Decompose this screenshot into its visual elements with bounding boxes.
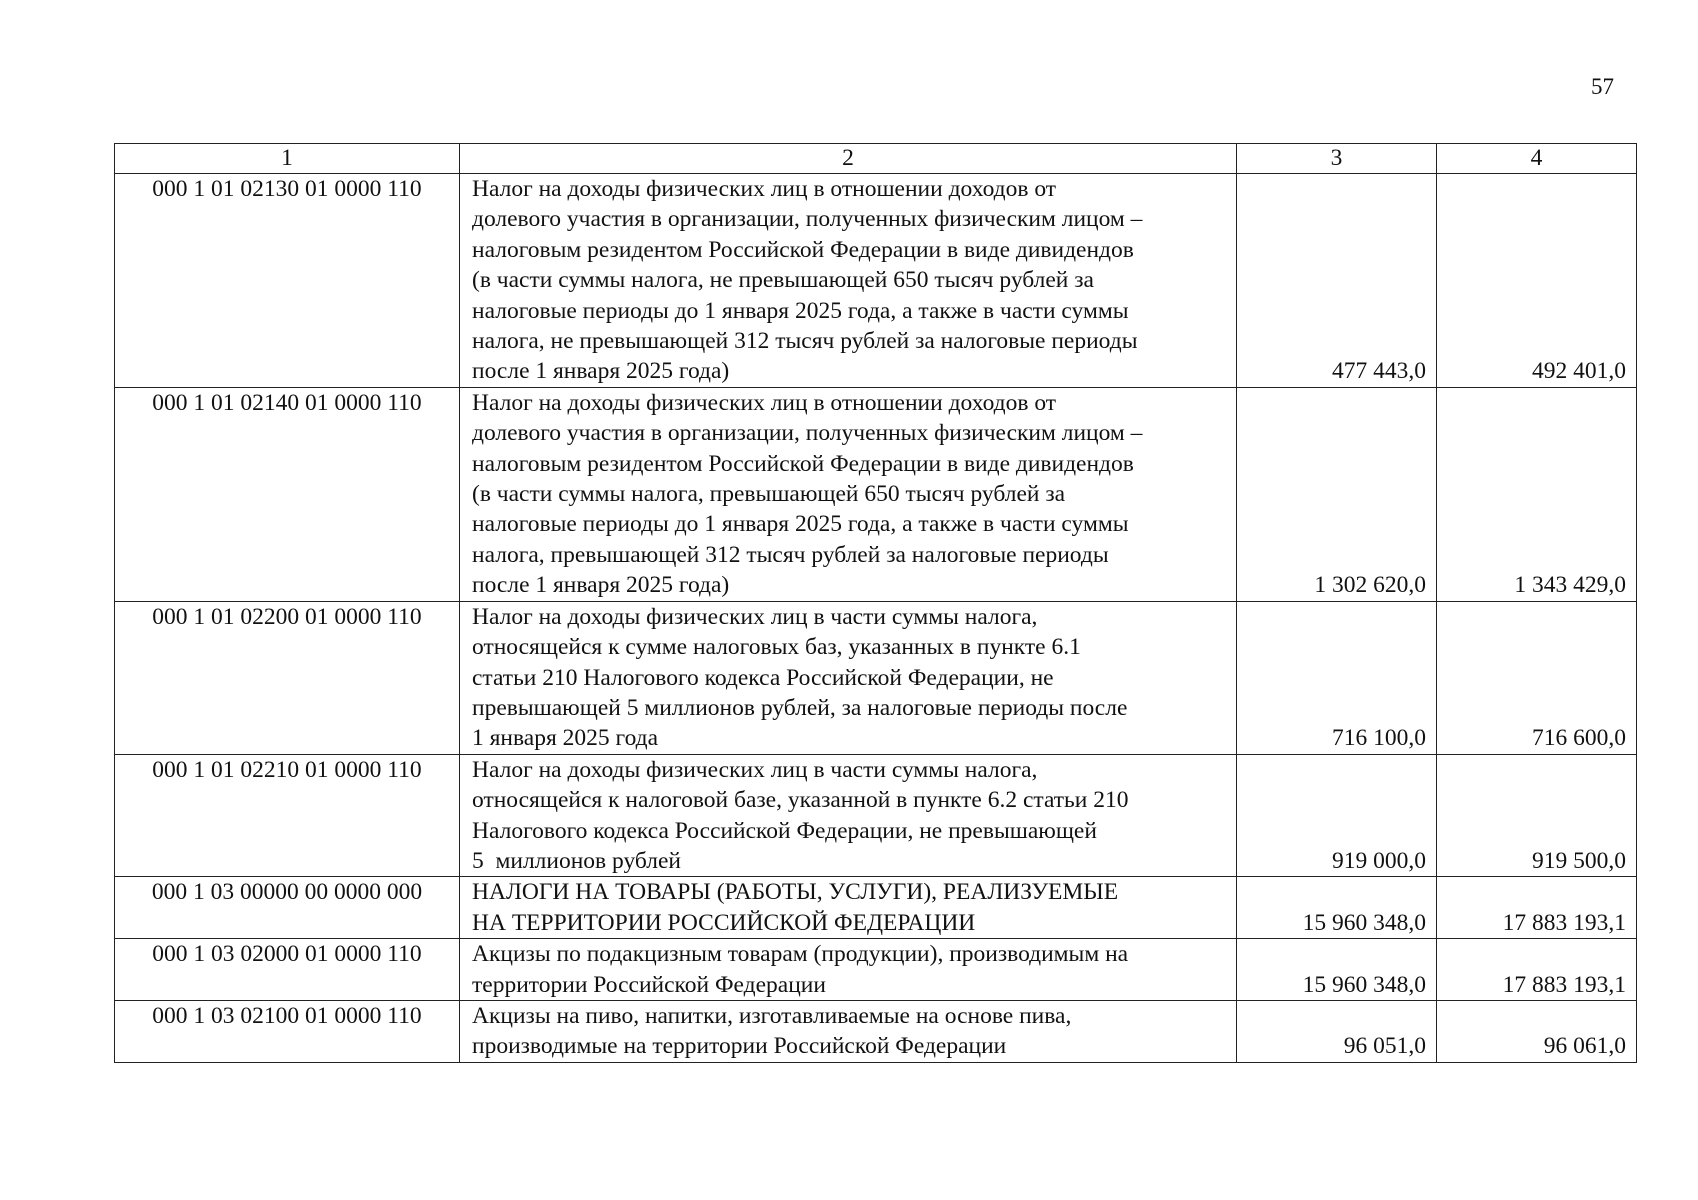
table-row [115, 1000, 1637, 1062]
budget-code-cell: 000 1 03 02000 01 0000 110 [115, 939, 460, 1001]
revenue-name-line: производимые на территории Российской Федерации [472, 1033, 1007, 1060]
revenue-name-line: относящейся к налоговой базе, указанной в пункте 6.2 статьи 210 [472, 787, 1129, 814]
amount-col-3-cell: 96 051,0 [1237, 1000, 1437, 1062]
revenue-name-cell [460, 601, 1237, 754]
revenue-name-line: долевого участия в организации, полученных физическим лицом – [472, 420, 1143, 447]
revenue-name-line: Налог на доходы физических лиц в части суммы налога, [472, 603, 1038, 630]
revenue-name-line: относящейся к сумме налоговых баз, указанных в пункте 6.1 [472, 634, 1081, 661]
revenue-name-line: (в части суммы налога, не превышающей 650 тысяч рублей за [472, 267, 1094, 294]
revenue-name-line: после 1 января 2025 года) [472, 358, 730, 385]
column-header-3: 3 [1237, 144, 1437, 174]
amount-col-4-cell: 96 061,0 [1437, 1000, 1637, 1062]
revenue-name-line: Акцизы по подакцизным товарам (продукции), производимым на [472, 941, 1129, 968]
revenue-name-line: Налог на доходы физических лиц в части суммы налога, [472, 756, 1038, 783]
amount-col-4-cell: 919 500,0 [1437, 754, 1637, 877]
revenue-name-line: 5 миллионов рублей [472, 847, 682, 874]
amount-col-4-cell: 17 883 193,1 [1437, 877, 1637, 939]
amount-col-3-cell: 15 960 348,0 [1237, 877, 1437, 939]
table-row [115, 174, 1637, 388]
amount-col-3-cell: 1 302 620,0 [1237, 387, 1437, 601]
page-number: 57 [1591, 74, 1614, 99]
revenue-name-line: налога, не превышающей 312 тысяч рублей за налоговые периоды [472, 328, 1138, 355]
budget-revenue-table [114, 143, 1637, 1063]
budget-code-cell: 000 1 03 02100 01 0000 110 [115, 1000, 460, 1062]
revenue-name-cell [460, 877, 1237, 939]
amount-col-3-cell: 716 100,0 [1237, 601, 1437, 754]
revenue-name-line: налоговые периоды до 1 января 2025 года, а также в части суммы [472, 297, 1129, 324]
revenue-name-cell [460, 1000, 1237, 1062]
amount-col-3-cell: 15 960 348,0 [1237, 939, 1437, 1001]
revenue-name-line: Акцизы на пиво, напитки, изготавливаемые на основе пива, [472, 1002, 1072, 1029]
revenue-name-line: Налогового кодекса Российской Федерации, не превышающей [472, 817, 1097, 844]
column-header-2: 2 [460, 144, 1237, 174]
revenue-name-line: превышающей 5 миллионов рублей, за налоговые периоды после [472, 694, 1128, 721]
amount-col-4-cell: 492 401,0 [1437, 174, 1637, 388]
column-header-1: 1 [115, 144, 460, 174]
revenue-name-line: Налог на доходы физических лиц в отношении доходов от [472, 389, 1057, 416]
revenue-name-cell [460, 174, 1237, 388]
revenue-name-cell [460, 387, 1237, 601]
amount-col-4-cell: 17 883 193,1 [1437, 939, 1637, 1001]
revenue-name-line: после 1 января 2025 года) [472, 572, 730, 599]
budget-code-cell: 000 1 01 02210 01 0000 110 [115, 754, 460, 877]
column-header-4: 4 [1437, 144, 1637, 174]
revenue-name-line: НАЛОГИ НА ТОВАРЫ (РАБОТЫ, УСЛУГИ), РЕАЛИЗУЕМЫЕ [472, 879, 1119, 906]
revenue-name-line: долевого участия в организации, полученных физическим лицом – [472, 206, 1143, 233]
budget-code-cell: 000 1 01 02140 01 0000 110 [115, 387, 460, 601]
revenue-name-line: НА ТЕРРИТОРИИ РОССИЙСКОЙ ФЕДЕРАЦИИ [472, 909, 976, 936]
revenue-name-line: налога, превышающей 312 тысяч рублей за налоговые периоды [472, 541, 1109, 568]
revenue-name-line: (в части суммы налога, превышающей 650 тысяч рублей за [472, 481, 1066, 508]
revenue-name-line: налоговым резидентом Российской Федерации в виде дивидендов [472, 236, 1134, 263]
revenue-name-line: территории Российской Федерации [472, 971, 826, 998]
table-row [115, 939, 1637, 1001]
table-row [115, 387, 1637, 601]
revenue-name-line: Налог на доходы физических лиц в отношении доходов от [472, 176, 1057, 202]
revenue-name-cell [460, 939, 1237, 1001]
revenue-name-line: налоговым резидентом Российской Федерации в виде дивидендов [472, 450, 1134, 477]
table-row [115, 877, 1637, 939]
revenue-name-line: налоговые периоды до 1 января 2025 года, а также в части суммы [472, 511, 1129, 538]
budget-code-cell: 000 1 03 00000 00 0000 000 [115, 877, 460, 939]
table-row [115, 601, 1637, 754]
amount-col-4-cell: 716 600,0 [1437, 601, 1637, 754]
column-number-row [115, 144, 1637, 174]
amount-col-3-cell: 477 443,0 [1237, 174, 1437, 388]
revenue-name-line: статьи 210 Налогового кодекса Российской Федерации, не [472, 664, 1054, 691]
amount-col-4-cell: 1 343 429,0 [1437, 387, 1637, 601]
budget-code-cell: 000 1 01 02130 01 0000 110 [115, 174, 460, 388]
budget-code-cell: 000 1 01 02200 01 0000 110 [115, 601, 460, 754]
revenue-name-line: 1 января 2025 года [472, 725, 659, 752]
table-row [115, 754, 1637, 877]
revenue-name-cell [460, 754, 1237, 877]
amount-col-3-cell: 919 000,0 [1237, 754, 1437, 877]
